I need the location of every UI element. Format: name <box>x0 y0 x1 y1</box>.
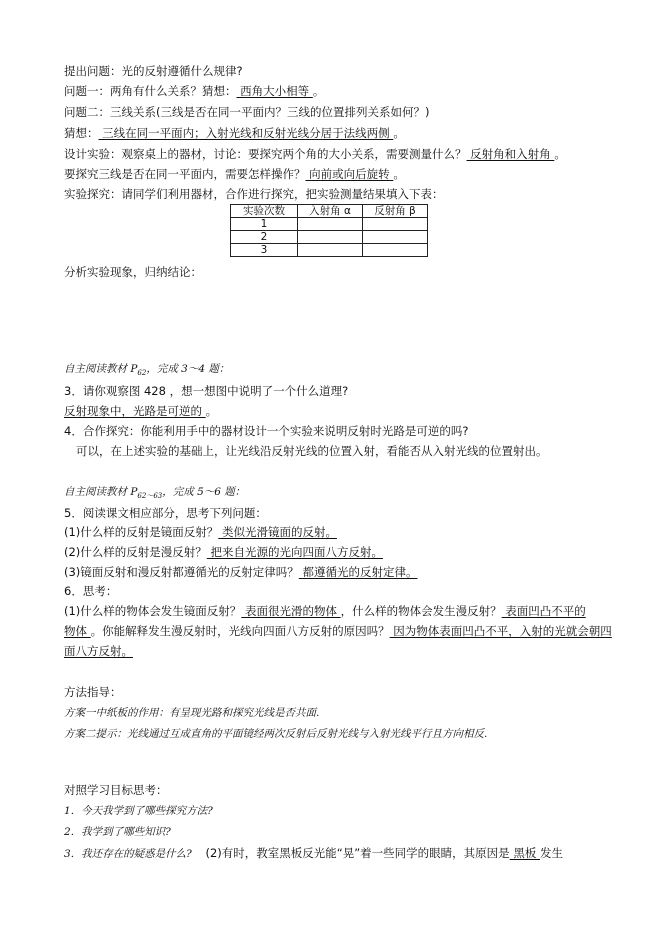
q6-answer-g: 因为物体表面凹凸不平，入射的光就会朝四 <box>389 624 612 638</box>
read1-page: 62 <box>137 369 147 378</box>
table-header: 入射角 α <box>298 205 363 218</box>
design-line <box>64 146 566 162</box>
experiment-table <box>230 204 428 257</box>
q5-3-text: (3)镜面反射和漫反射都遵循光的反射定律吗？ <box>64 565 299 579</box>
q3-line: 3．请你观察图 428 ，想一想图中说明了一个什么道理? <box>64 384 349 398</box>
reflect-item-3: 3．我还存在的疑惑是什么? <box>64 848 192 860</box>
q1-end: 。 <box>312 84 325 98</box>
table-header: 实验次数 <box>231 205 298 218</box>
q5-2-answer: 把来自光源的光向四面八方反射。 <box>206 545 383 559</box>
plane-line <box>64 166 405 182</box>
read2-head-a: 自主阅读教材 P <box>64 486 138 498</box>
table-cell <box>298 231 363 244</box>
table-cell <box>363 218 428 231</box>
guess-line <box>64 125 405 141</box>
reflect-item-3-line <box>64 845 563 862</box>
q6-line: 6．思考： <box>64 584 118 598</box>
explore-line: 实验探究：请同学们利用器材，合作进行探究，把实验测量结果填入下表： <box>64 187 444 201</box>
design-text: 设计实验：观察桌上的器材，讨论：要探究两个角的大小关系，需要测量什么？ <box>64 147 467 161</box>
q4-line: 4．合作探究：你能利用手中的器材设计一个实验来说明反射时光路是可逆的吗? <box>64 424 469 438</box>
q5-1-answer: 类似光滑镜面的反射。 <box>218 525 337 539</box>
design-end: 。 <box>554 147 566 161</box>
q5-3-answer: 都遵循光的反射定律。 <box>298 565 418 579</box>
method-plan2: 方案二提示：光线通过互成直角的平面镜经两次反射后反射光线与入射光线平行且方向相反. <box>64 728 488 740</box>
table-cell <box>363 231 428 244</box>
q5-2-text: (2)什么样的反射是漫反射？ <box>64 545 207 559</box>
read2-page: 62～63 <box>137 492 163 501</box>
reflect-text-b: (2)有时，教室黑板反光能“晃”着一些同学的眼睛，其原因是 <box>205 846 510 860</box>
guess-label: 猜想： <box>64 126 99 140</box>
table-cell: 1 <box>231 218 298 231</box>
reflect-text-c: 发生 <box>539 846 563 860</box>
reflect-title: 对照学习目标思考： <box>64 783 168 797</box>
q5-3-line <box>64 564 417 580</box>
reflect-item-1: 1．今天我学到了哪些探究方法? <box>64 805 213 817</box>
q6-1-line <box>64 603 586 619</box>
q1-line <box>64 83 324 99</box>
q5-2-line <box>64 544 383 560</box>
q3-end: 。 <box>205 404 218 418</box>
q1-answer: 西角大小相等 <box>236 84 313 98</box>
q3-answer: 反射现象中，光路是可逆的 <box>64 404 206 418</box>
q4-answer: 可以，在上述实验的基础上，让光线沿反射光线的位置入射，看能否从入射光线的位置射出。 <box>76 444 548 458</box>
read1-head-b: ，完成 3～4 题： <box>146 363 230 375</box>
q6-text-f: 。你能解释发生漫反射时，光线向四面八方反射的原因吗？ <box>90 624 390 638</box>
table-cell: 2 <box>231 231 298 244</box>
plane-text: 要探究三线是否在同一平面内，需要怎样操作？ <box>64 167 306 181</box>
read1-head-a: 自主阅读教材 P <box>64 363 138 375</box>
table-cell <box>363 244 428 257</box>
read1-heading <box>64 361 229 381</box>
analysis-line: 分析实验现象，归纳结论： <box>64 265 202 279</box>
table-cell <box>298 244 363 257</box>
table-row <box>231 231 428 244</box>
q5-1-line <box>64 524 337 540</box>
design-answer: 反射角和入射角 <box>466 147 555 161</box>
table-row <box>231 244 428 257</box>
table-header-row <box>231 205 428 218</box>
table-header: 反射角 β <box>363 205 428 218</box>
reflect-item-2: 2．我学到了哪些知识? <box>64 826 171 838</box>
q6-text-a: (1)什么样的物体会发生镜面反射？ <box>64 604 242 618</box>
method-plan1: 方案一中纸板的作用：有呈现光路和探究光线是否共面. <box>64 707 320 719</box>
q6-answer-h: 面八方反射。 <box>64 644 133 658</box>
q6-answer-d: 表面凹凸不平的 <box>501 604 586 618</box>
read2-head-b: ，完成 5～6 题： <box>162 486 246 498</box>
q6-text-c: ，什么样的物体会发生漫反射？ <box>340 604 502 618</box>
q6-answer-b: 表面很光滑的物体 <box>241 604 341 618</box>
q5-line: 5．阅读课文相应部分，思考下列问题： <box>64 506 267 520</box>
plane-end: 。 <box>393 167 405 181</box>
guess-answer: 三线在同一平面内；入射光线和反射光线分居于法线两侧 <box>98 126 394 140</box>
table-row <box>231 218 428 231</box>
plane-answer: 向前或向后旋转 <box>305 167 394 181</box>
q5-1-text: (1)什么样的反射是镜面反射？ <box>64 525 219 539</box>
read2-heading <box>64 484 245 504</box>
q6-2-line <box>64 623 612 639</box>
q3-answer-line <box>64 403 217 419</box>
method-title: 方法指导： <box>64 685 122 699</box>
q6-answer-e: 物体 <box>64 624 91 638</box>
question-line: 提出问题：光的反射遵循什么规律? <box>64 64 243 78</box>
guess-end: 。 <box>393 126 405 140</box>
table-cell <box>298 218 363 231</box>
q2-line: 问题二：三线关系(三线是否在同一平面内？三线的位置排列关系如何？) <box>64 105 430 119</box>
table-cell: 3 <box>231 244 298 257</box>
q1-text: 问题一：两角有什么关系？猜想： <box>64 84 237 98</box>
q6-3-line <box>64 643 133 659</box>
reflect-answer: 黑板 <box>509 846 540 860</box>
